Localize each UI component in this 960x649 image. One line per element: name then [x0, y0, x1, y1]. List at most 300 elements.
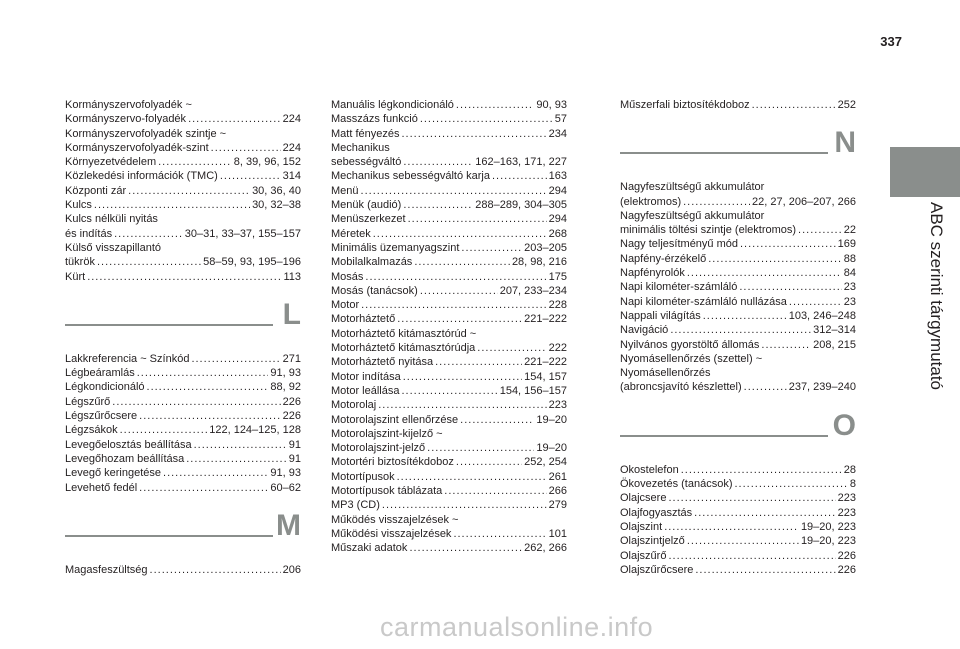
- dot-leader: [453, 527, 546, 541]
- entry-title: Légbeáramlás: [65, 367, 135, 380]
- entry-title: Masszázs funkció: [331, 113, 418, 126]
- entry-pages: 101: [548, 527, 567, 540]
- index-entry: [65, 352, 301, 366]
- dot-leader: [420, 284, 498, 298]
- dot-leader: [744, 380, 787, 394]
- dot-leader: [211, 141, 281, 155]
- entry-pages: 314: [282, 170, 301, 183]
- index-entry: [331, 127, 567, 141]
- letter-n: N: [834, 126, 856, 160]
- index-entry: [65, 380, 301, 394]
- dot-leader: [477, 341, 546, 355]
- dot-leader: [382, 498, 547, 512]
- entry-title: Kürt: [65, 270, 86, 283]
- entry-title: Motortípusok: [331, 470, 395, 483]
- entry-pages: 252: [837, 99, 856, 111]
- entry-title: Kormányszervofolyadék-szint: [65, 141, 209, 154]
- index-entry: [65, 169, 301, 183]
- index-entry: [331, 312, 567, 326]
- entry-pages: 113: [283, 270, 301, 283]
- entry-title: Nagy teljesítményű mód: [620, 238, 738, 251]
- group-o: [620, 463, 856, 577]
- letter-rule: [65, 324, 273, 326]
- index-line: Motorolajszint-kijelző ~: [331, 427, 443, 440]
- index-entry: [331, 284, 567, 298]
- entry-pages: 226: [282, 395, 301, 408]
- index-entry: [65, 255, 301, 269]
- dot-leader: [798, 223, 842, 237]
- index-entry: [331, 198, 567, 212]
- side-tab-marker: [890, 147, 960, 197]
- entry-pages: 206: [282, 563, 301, 576]
- entry-pages: 60–62: [270, 481, 301, 494]
- watermark: carmanualsonline.info: [380, 612, 654, 642]
- entry-title: Központi zár: [65, 184, 127, 197]
- entry-title: Mobilalkalmazás: [331, 256, 413, 269]
- dot-leader: [403, 155, 473, 169]
- index-entry: [331, 155, 567, 169]
- dot-leader: [139, 481, 268, 495]
- dot-leader: [444, 484, 546, 498]
- entry-pages: 23: [843, 281, 856, 294]
- group-m: [65, 563, 301, 577]
- index-entry: [65, 481, 301, 495]
- dot-leader: [681, 463, 842, 477]
- entry-title: Mechanikus sebességváltó karja: [331, 170, 490, 183]
- dot-leader: [361, 298, 547, 312]
- index-entry: [331, 298, 567, 312]
- index-entry: [331, 541, 567, 555]
- dot-leader: [220, 169, 281, 183]
- dot-leader: [420, 112, 553, 126]
- dot-leader: [687, 266, 842, 280]
- dot-leader: [120, 423, 208, 437]
- entry-title: Motor: [331, 299, 360, 312]
- dot-leader: [401, 384, 497, 398]
- dot-leader: [460, 413, 534, 427]
- entry-title: Napi kilométer-számláló nullázása: [620, 295, 787, 308]
- entry-title: (elektromos): [620, 195, 682, 208]
- entry-pages: 203–205: [524, 241, 567, 254]
- entry-title: Kormányszervo-folyadék: [65, 113, 187, 126]
- dot-leader: [668, 549, 835, 563]
- entry-title: Mosás (tanácsok): [331, 284, 418, 297]
- entry-title: Műszerfali biztosítékdoboz: [620, 99, 750, 111]
- entry-title: Motortéri biztosítékdoboz: [331, 456, 454, 469]
- index-entry: [620, 491, 856, 505]
- index-column-2: [331, 98, 567, 556]
- letter-rule: [65, 535, 273, 537]
- letter-heading-n: [620, 128, 856, 174]
- entry-pages: 88, 92: [270, 381, 301, 394]
- dot-leader: [397, 312, 522, 326]
- index-entry: [620, 380, 856, 394]
- entry-title: Magasfeszültség: [65, 563, 148, 576]
- letter-heading-l: [65, 297, 301, 346]
- entry-title: minimális töltési szintje (elektromos): [620, 224, 797, 237]
- dot-leader: [752, 98, 836, 112]
- group-m-end: [620, 98, 856, 112]
- dot-leader: [94, 198, 250, 212]
- entry-title: Menü: [331, 184, 359, 197]
- entry-pages: 175: [548, 270, 567, 283]
- entry-pages: 122, 124–125, 128: [209, 424, 301, 437]
- entry-pages: 91, 93: [270, 367, 301, 380]
- dot-leader: [150, 563, 281, 577]
- dot-leader: [694, 506, 835, 520]
- index-entry: [620, 223, 856, 237]
- dot-leader: [492, 169, 547, 183]
- dot-leader: [97, 255, 201, 269]
- dot-leader: [163, 466, 268, 480]
- dot-leader: [668, 491, 835, 505]
- index-line: Nagyfeszültségű akkumulátor: [620, 209, 765, 222]
- index-entry: [331, 455, 567, 469]
- index-entry: [620, 563, 856, 577]
- dot-leader: [408, 212, 547, 226]
- entry-pages: 30, 32–38: [252, 199, 301, 212]
- index-column-3: [620, 98, 856, 577]
- entry-pages: 234: [548, 127, 567, 140]
- entry-title: Kulcs: [65, 199, 92, 212]
- letter-heading-o: [620, 408, 856, 457]
- dot-leader: [403, 370, 522, 384]
- letter-o: O: [832, 408, 856, 442]
- index-entry: [331, 355, 567, 369]
- entry-pages: 88: [843, 252, 856, 265]
- entry-pages: 226: [282, 410, 301, 423]
- dot-leader: [373, 227, 547, 241]
- entry-pages: 19–20, 223: [800, 535, 856, 548]
- entry-pages: 208, 215: [813, 338, 856, 351]
- entry-title: Motorháztető: [331, 313, 396, 326]
- dot-leader: [397, 470, 547, 484]
- dot-leader: [158, 155, 232, 169]
- index-entry: [65, 141, 301, 155]
- entry-pages: 228: [548, 299, 567, 312]
- index-entry: [620, 309, 856, 323]
- entry-pages: 58–59, 93, 195–196: [203, 256, 301, 269]
- entry-pages: 294: [548, 213, 567, 226]
- entry-pages: 19–20: [536, 442, 567, 455]
- dot-leader: [114, 227, 183, 241]
- letter-rule: [620, 152, 828, 154]
- entry-title: Motor leállása: [331, 384, 400, 397]
- dot-leader: [427, 441, 534, 455]
- index-entry: [331, 241, 567, 255]
- entry-title: Levehető fedél: [65, 481, 138, 494]
- index-entry: [620, 338, 856, 352]
- entry-title: Nyilvános gyorstöltő állomás: [620, 338, 760, 351]
- index-entry: [331, 527, 567, 541]
- index-entry: [331, 498, 567, 512]
- entry-title: Légkondicionáló: [65, 381, 145, 394]
- index-line: Nagyfeszültségű akkumulátor: [620, 181, 765, 194]
- entry-title: Olajszűrő: [620, 549, 667, 562]
- entry-title: Motorháztető nyitása: [331, 356, 434, 369]
- index-entry: [65, 452, 301, 466]
- index-entry: [65, 155, 301, 169]
- index-line: Működés visszajelzések ~: [331, 513, 459, 526]
- entry-pages: 163: [548, 170, 567, 183]
- index-entry: [331, 384, 567, 398]
- index-entry: [65, 270, 301, 284]
- dot-leader: [186, 452, 287, 466]
- entry-pages: 223: [548, 399, 567, 412]
- dot-leader: [401, 127, 546, 141]
- entry-pages: 22, 27, 206–207, 266: [752, 195, 856, 208]
- entry-pages: 90, 93: [536, 99, 567, 111]
- index-entry: [65, 423, 301, 437]
- index-entry: [331, 470, 567, 484]
- index-entry: [620, 463, 856, 477]
- index-entry: [620, 295, 856, 309]
- index-entry: [331, 227, 567, 241]
- index-entry: [331, 413, 567, 427]
- entry-pages: 103, 246–248: [788, 309, 856, 322]
- dot-leader: [137, 366, 269, 380]
- dot-leader: [461, 241, 522, 255]
- entry-pages: 19–20, 223: [800, 520, 856, 533]
- entry-title: Levegőelosztás beállítása: [65, 438, 192, 451]
- index-entry: [331, 341, 567, 355]
- index-entry: [331, 441, 567, 455]
- entry-pages: 261: [548, 470, 567, 483]
- entry-pages: 162–163, 171, 227: [475, 156, 567, 169]
- letter-rule: [620, 435, 828, 437]
- entry-pages: 154, 156–157: [499, 384, 567, 397]
- entry-pages: 226: [837, 549, 856, 562]
- entry-title: Menüszerkezet: [331, 213, 406, 226]
- entry-title: MP3 (CD): [331, 499, 380, 512]
- entry-title: Olajszűrőcsere: [620, 563, 694, 576]
- index-line: Nyomásellenőrzés: [620, 367, 711, 380]
- letter-l: L: [282, 297, 301, 331]
- index-entry: [331, 484, 567, 498]
- entry-title: Motorolajszint-jelző: [331, 442, 426, 455]
- entry-title: Navigáció: [620, 324, 669, 337]
- entry-title: Minimális üzemanyagszint: [331, 241, 460, 254]
- dot-leader: [435, 355, 522, 369]
- entry-title: Légzsákok: [65, 424, 118, 437]
- entry-pages: 271: [282, 352, 301, 365]
- entry-title: Napfényrolók: [620, 267, 685, 280]
- entry-pages: 223: [837, 492, 856, 505]
- entry-pages: 252, 254: [524, 456, 567, 469]
- entry-title: Olajcsere: [620, 492, 667, 505]
- entry-pages: 312–314: [813, 324, 856, 337]
- entry-title: Lakkreferencia ~ Színkód: [65, 352, 190, 365]
- entry-pages: 154, 157: [524, 370, 567, 383]
- index-line: Külső visszapillantó: [65, 241, 161, 254]
- dot-leader: [128, 184, 250, 198]
- index-entry: [65, 466, 301, 480]
- index-entry: [620, 549, 856, 563]
- index-line: Kulcs nélküli nyitás: [65, 213, 158, 226]
- entry-pages: 91: [288, 452, 301, 465]
- dot-leader: [456, 455, 522, 469]
- side-tab-label: ABC szerinti tárgymutató: [927, 202, 946, 391]
- entry-title: Nappali világítás: [620, 309, 701, 322]
- entry-pages: 226: [837, 563, 856, 576]
- entry-pages: 237, 239–240: [788, 381, 856, 394]
- index-entry: [65, 409, 301, 423]
- entry-pages: 224: [282, 141, 301, 154]
- dot-leader: [456, 98, 534, 112]
- index-entry: [65, 198, 301, 212]
- dot-leader: [683, 195, 750, 209]
- index-line: Kormányszervofolyadék ~: [65, 99, 192, 111]
- entry-pages: 8: [849, 478, 856, 491]
- dot-leader: [761, 338, 811, 352]
- index-line: Motorháztető kitámasztórúd ~: [331, 327, 477, 340]
- entry-title: Motortípusok táblázata: [331, 485, 443, 498]
- entry-title: Manuális légkondicionáló: [331, 99, 454, 111]
- dot-leader: [703, 309, 787, 323]
- entry-pages: 57: [554, 113, 567, 126]
- entry-title: Légszűrő: [65, 395, 111, 408]
- entry-pages: 207, 233–234: [499, 284, 567, 297]
- dot-leader: [664, 520, 799, 534]
- dot-leader: [708, 252, 842, 266]
- entry-title: Levegőhozam beállítása: [65, 452, 185, 465]
- index-entry: [65, 395, 301, 409]
- dot-leader: [789, 295, 842, 309]
- index-entry: [65, 563, 301, 577]
- entry-title: (abroncsjavító készlettel): [620, 381, 742, 394]
- index-entry: [620, 266, 856, 280]
- group-k: [65, 98, 301, 284]
- dot-leader: [188, 112, 281, 126]
- index-entry: [620, 98, 856, 112]
- index-entry: [331, 255, 567, 269]
- side-tab: [890, 147, 960, 454]
- entry-pages: 223: [837, 506, 856, 519]
- index-entry: [620, 195, 856, 209]
- entry-title: tükrök: [65, 256, 95, 269]
- entry-pages: 279: [548, 499, 567, 512]
- dot-leader: [687, 534, 799, 548]
- group-l: [65, 352, 301, 495]
- index-entry: [331, 398, 567, 412]
- entry-title: Olajfogyasztás: [620, 506, 693, 519]
- entry-pages: 221–222: [524, 313, 567, 326]
- entry-pages: 30–31, 33–37, 155–157: [184, 227, 301, 240]
- entry-title: Levegő keringetése: [65, 467, 162, 480]
- index-entry: [620, 323, 856, 337]
- index-entry: [331, 169, 567, 183]
- entry-title: Ökovezetés (tanácsok): [620, 478, 733, 491]
- index-entry: [620, 237, 856, 251]
- entry-pages: 23: [843, 295, 856, 308]
- index-entry: [65, 366, 301, 380]
- entry-title: Környezetvédelem: [65, 156, 157, 169]
- entry-pages: 91: [288, 438, 301, 451]
- page-number: 337: [880, 34, 902, 49]
- index-entry: [331, 370, 567, 384]
- dot-leader: [139, 409, 280, 423]
- entry-pages: 8, 39, 96, 152: [233, 156, 301, 169]
- index-entry: [331, 112, 567, 126]
- dot-leader: [194, 438, 287, 452]
- group-n: [620, 180, 856, 394]
- entry-pages: 28: [843, 463, 856, 476]
- index-line: Mechanikus: [331, 141, 390, 154]
- entry-title: Mosás: [331, 270, 364, 283]
- index-entry: [65, 438, 301, 452]
- dot-leader: [403, 198, 473, 212]
- entry-title: Olajszint: [620, 520, 663, 533]
- group-m-cont: [331, 98, 567, 556]
- index-entry: [620, 534, 856, 548]
- entry-title: Motor indítása: [331, 370, 401, 383]
- index-entry: [65, 184, 301, 198]
- dot-leader: [414, 255, 510, 269]
- entry-title: Motorháztető kitámasztórúdja: [331, 342, 476, 355]
- index-entry: [65, 227, 301, 241]
- dot-leader: [409, 541, 522, 555]
- index-entry: [331, 184, 567, 198]
- entry-pages: 262, 266: [524, 542, 567, 555]
- dot-leader: [191, 352, 280, 366]
- entry-title: és indítás: [65, 227, 113, 240]
- entry-pages: 19–20: [536, 413, 567, 426]
- index-line: Kormányszervofolyadék szintje ~: [65, 127, 227, 140]
- dot-leader: [695, 563, 835, 577]
- entry-title: Okostelefon: [620, 463, 679, 476]
- dot-leader: [365, 270, 546, 284]
- dot-leader: [740, 237, 836, 251]
- entry-title: Olajszintjelző: [620, 535, 685, 548]
- index-entry: [331, 98, 567, 112]
- index-entry: [620, 252, 856, 266]
- entry-pages: 268: [548, 227, 567, 240]
- entry-pages: 30, 36, 40: [252, 184, 301, 197]
- dot-leader: [670, 323, 811, 337]
- index-entry: [620, 280, 856, 294]
- index-line: Nyomásellenőrzés (szettel) ~: [620, 352, 763, 365]
- index-column-1: [65, 98, 301, 577]
- entry-title: Közlekedési információk (TMC): [65, 170, 218, 183]
- entry-title: Napfény-érzékelő: [620, 252, 707, 265]
- entry-title: Méretek: [331, 227, 371, 240]
- dot-leader: [112, 395, 280, 409]
- index-entry: [620, 520, 856, 534]
- entry-pages: 288–289, 304–305: [475, 199, 567, 212]
- entry-pages: 22: [843, 224, 856, 237]
- entry-pages: 224: [282, 113, 301, 126]
- entry-title: Motorolaj: [331, 399, 377, 412]
- entry-title: Napi kilométer-számláló: [620, 281, 738, 294]
- entry-pages: 294: [548, 184, 567, 197]
- entry-pages: 221–222: [524, 356, 567, 369]
- entry-pages: 169: [837, 238, 856, 251]
- entry-title: Menük (audió): [331, 199, 402, 212]
- index-entry: [331, 270, 567, 284]
- entry-title: Működési visszajelzések: [331, 527, 452, 540]
- entry-pages: 84: [843, 267, 856, 280]
- entry-title: Légszűrőcsere: [65, 410, 138, 423]
- entry-title: Motorolajszint ellenőrzése: [331, 413, 459, 426]
- dot-leader: [735, 477, 848, 491]
- letter-m: M: [276, 508, 301, 542]
- index-entry: [620, 477, 856, 491]
- index-entry: [620, 506, 856, 520]
- dot-leader: [739, 280, 841, 294]
- entry-pages: 91, 93: [270, 467, 301, 480]
- dot-leader: [147, 380, 269, 394]
- entry-pages: 28, 98, 216: [511, 256, 567, 269]
